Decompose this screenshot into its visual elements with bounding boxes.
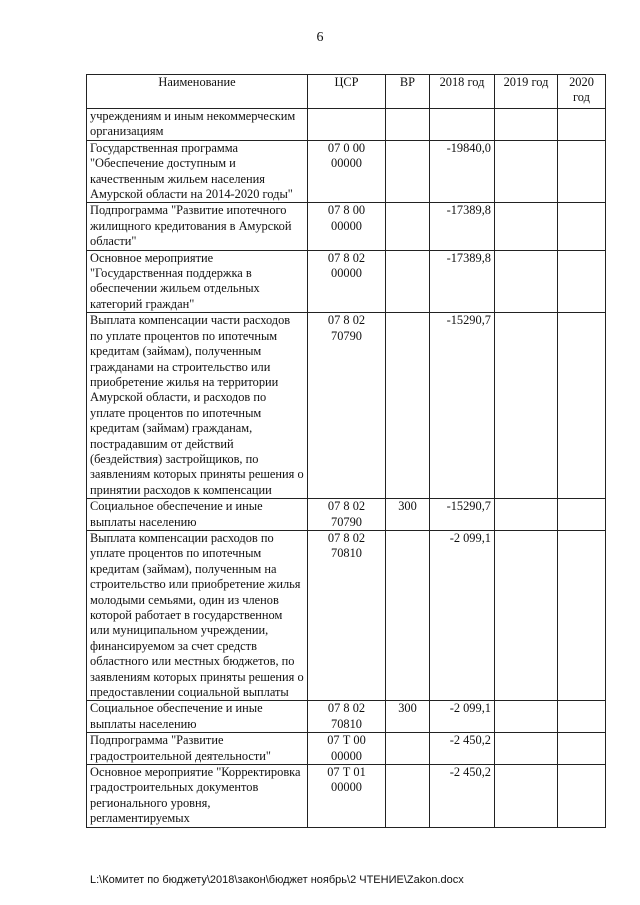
cell-csr: 07 Т 01 00000 — [308, 765, 386, 828]
cell-2018: -2 450,2 — [430, 765, 495, 828]
cell-vr — [386, 250, 430, 313]
cell-csr: 07 8 00 00000 — [308, 203, 386, 250]
page-number: 6 — [316, 30, 324, 45]
cell-2019 — [495, 499, 558, 531]
cell-2018 — [430, 109, 495, 141]
cell-csr: 07 8 02 00000 — [308, 250, 386, 313]
cell-csr: 07 0 00 00000 — [308, 140, 386, 203]
cell-csr: 07 8 02 70790 — [308, 313, 386, 499]
header-csr: ЦСР — [308, 75, 386, 109]
cell-2019 — [495, 203, 558, 250]
table-row — [87, 203, 606, 250]
header-2019: 2019 год — [495, 75, 558, 109]
table-header-row — [87, 75, 606, 109]
cell-csr: 07 Т 00 00000 — [308, 733, 386, 765]
table-row — [87, 733, 606, 765]
cell-csr — [308, 109, 386, 141]
cell-2020 — [558, 499, 606, 531]
cell-name: учреждениям и иным некоммерческим организациям — [87, 109, 308, 141]
cell-2018: -2 450,2 — [430, 733, 495, 765]
cell-vr — [386, 109, 430, 141]
cell-name: Основное мероприятие "Государственная поддержка в обеспечении жильем отдельных категорий граждан" — [87, 250, 308, 313]
table-row — [87, 313, 606, 499]
cell-vr — [386, 203, 430, 250]
cell-csr: 07 8 02 70810 — [308, 530, 386, 700]
header-vr: ВР — [386, 75, 430, 109]
table-row — [87, 530, 606, 700]
table-row — [87, 109, 606, 141]
cell-2019 — [495, 109, 558, 141]
header-2018: 2018 год — [430, 75, 495, 109]
cell-2019 — [495, 250, 558, 313]
cell-vr — [386, 733, 430, 765]
cell-vr — [386, 140, 430, 203]
cell-2020 — [558, 701, 606, 733]
cell-2018: -17389,8 — [430, 203, 495, 250]
cell-name: Социальное обеспечение и иные выплаты населению — [87, 499, 308, 531]
cell-name: Основное мероприятие "Корректировка градостроительных документов регионального уровня, регламентируемых — [87, 765, 308, 828]
table-row — [87, 250, 606, 313]
cell-2019 — [495, 530, 558, 700]
cell-name: Подпрограмма "Развитие ипотечного жилищного кредитования в Амурской области" — [87, 203, 308, 250]
cell-2020 — [558, 530, 606, 700]
cell-vr — [386, 530, 430, 700]
cell-csr: 07 8 02 70810 — [308, 701, 386, 733]
cell-2020 — [558, 733, 606, 765]
cell-csr: 07 8 02 70790 — [308, 499, 386, 531]
cell-2018: -15290,7 — [430, 313, 495, 499]
cell-name: Выплата компенсации расходов по уплате процентов по ипотечным кредитам (займам), полученным на строительство или приобретение жилья молодыми семьями, один из членов которой работает в государственном или муниципальном учреждении, финансируемом за счет средств областного или местных бюджетов, по заявлениям которых приняты решения о предоставлении социальной выплаты — [87, 530, 308, 700]
table-row — [87, 499, 606, 531]
cell-name: Выплата компенсации части расходов по уплате процентов по ипотечным кредитам (займам), полученным гражданами на строительство или приобретение жилья на территории Амурской области, и расходов по уплате процентов по ипотечным кредитам (займам) гражданам, пострадавшим от действий (бездействия) застройщиков, по заявлениям которых приняты решения о принятии расходов к компенсации — [87, 313, 308, 499]
cell-vr — [386, 313, 430, 499]
cell-2018: -15290,7 — [430, 499, 495, 531]
cell-2020 — [558, 250, 606, 313]
cell-name: Подпрограмма "Развитие градостроительной деятельности" — [87, 733, 308, 765]
cell-vr: 300 — [386, 499, 430, 531]
cell-2020 — [558, 140, 606, 203]
cell-2020 — [558, 313, 606, 499]
cell-2018: -2 099,1 — [430, 530, 495, 700]
cell-2019 — [495, 313, 558, 499]
cell-vr: 300 — [386, 701, 430, 733]
table-row — [87, 765, 606, 828]
cell-vr — [386, 765, 430, 828]
table-row — [87, 701, 606, 733]
cell-2020 — [558, 109, 606, 141]
header-2020: 2020 год — [558, 75, 606, 109]
cell-2018: -17389,8 — [430, 250, 495, 313]
cell-2019 — [495, 701, 558, 733]
cell-2018: -2 099,1 — [430, 701, 495, 733]
cell-2019 — [495, 733, 558, 765]
footer-file-path: L:\Комитет по бюджету\2018\закон\бюджет ноябрь\2 ЧТЕНИЕ\Zakon.docx — [90, 874, 464, 886]
header-name: Наименование — [87, 75, 308, 109]
cell-2020 — [558, 203, 606, 250]
table-row — [87, 140, 606, 203]
cell-2019 — [495, 765, 558, 828]
cell-name: Государственная программа "Обеспечение доступным и качественным жильем населения Амурской области на 2014-2020 годы" — [87, 140, 308, 203]
budget-table — [86, 74, 606, 828]
cell-name: Социальное обеспечение и иные выплаты населению — [87, 701, 308, 733]
cell-2018: -19840,0 — [430, 140, 495, 203]
cell-2020 — [558, 765, 606, 828]
cell-2019 — [495, 140, 558, 203]
